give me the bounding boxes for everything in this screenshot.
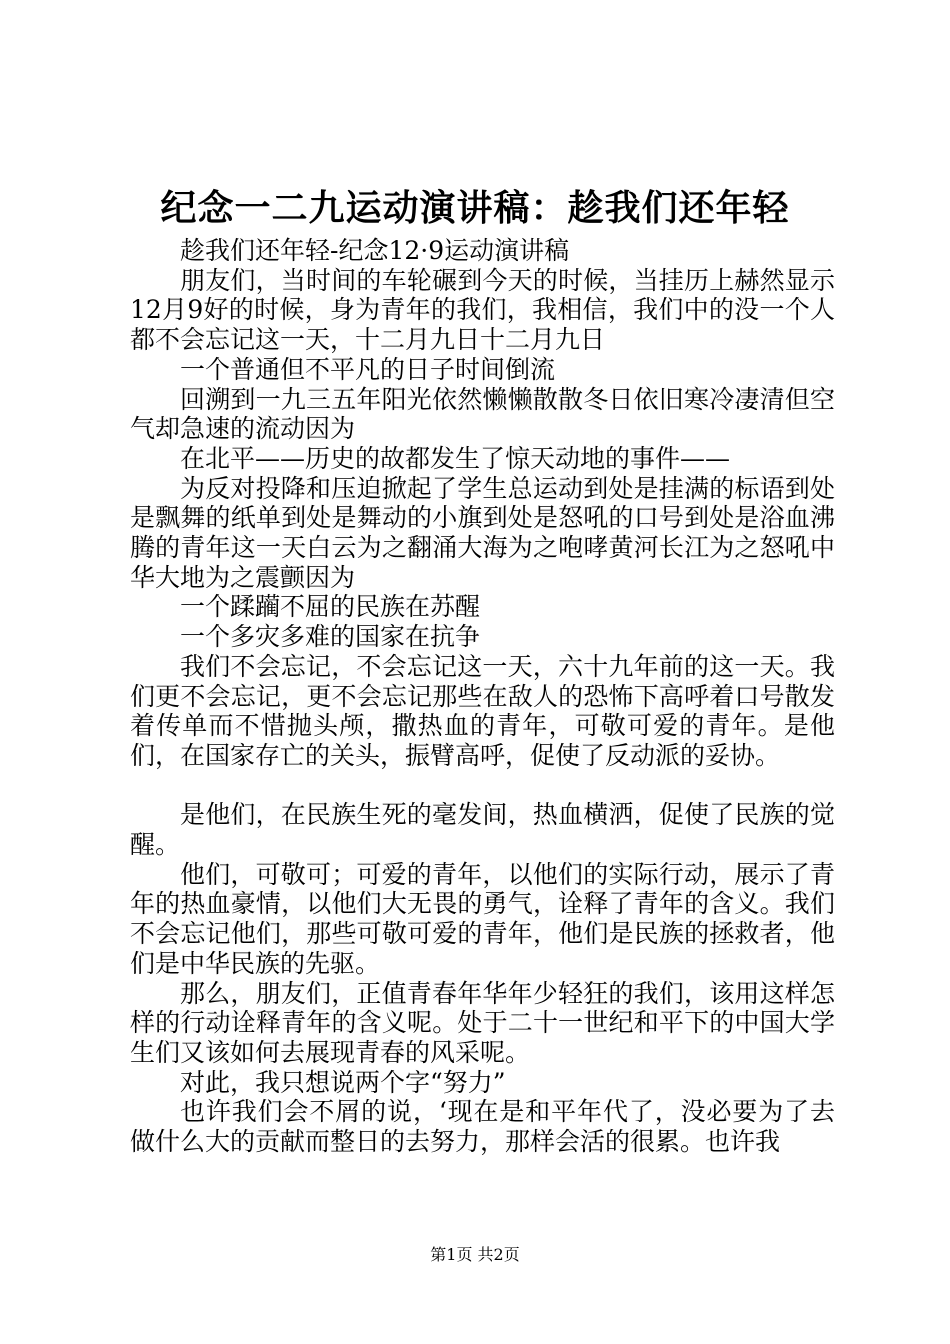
- paragraph: 那么，朋友们，正值青春年华年少轻狂的我们，该用这样怎样的行动诠释青年的含义呢。处于二十一世纪和平下的中国大学生们又该如何去展现青春的风采呢。: [130, 978, 835, 1067]
- blank-line: [130, 771, 835, 801]
- paragraph: 趁我们还年轻-纪念12·9运动演讲稿: [180, 236, 570, 265]
- paragraph: 是他们，在民族生死的毫发间，热血横洒，促使了民族的觉醒。: [130, 800, 835, 860]
- page-footer: 第1页 共2页: [430, 1245, 520, 1264]
- paragraph: 一个蹂躏不屈的民族在苏醒: [180, 592, 481, 622]
- paragraph: 一个多灾多难的国家在抗争: [180, 622, 481, 652]
- paragraph: 也许我们会不屑的说，‘现在是和平年代了，没必要为了去做什么大的贡献而整日的去努力，那样会活的很累。也许我: [130, 1097, 835, 1157]
- paragraph: 回溯到一九三五年阳光依然懒懒散散冬日依旧寒冷凄清但空气却急速的流动因为: [130, 384, 835, 444]
- paragraph: 在北平——历史的故都发生了惊天动地的事件——: [180, 443, 731, 473]
- paragraph: 他们，可敬可；可爱的青年，以他们的实际行动，展示了青年的热血豪情，以他们大无畏的勇气，诠释了青年的含义。我们不会忘记他们，那些可敬可爱的青年，他们是民族的拯救者，他们是中华民族的先驱。: [130, 859, 835, 978]
- paragraph: 我们不会忘记，不会忘记这一天，六十九年前的这一天。我们更不会忘记，更不会忘记那些在敌人的恐怖下高呼着口号散发着传单而不惜抛头颅，撒热血的青年，可敬可爱的青年。是他们，在国家存亡的关头，振臂高呼，促使了反动派的妥协。: [130, 651, 835, 770]
- paragraph: 一个普通但不平凡的日子时间倒流: [180, 354, 556, 384]
- paragraph: 朋友们，当时间的车轮碾到今天的时候，当挂历上赫然显示12月9好的时候，身为青年的我们，我相信，我们中的没一个人都不会忘记这一天，十二月九日十二月九日: [130, 265, 835, 355]
- document-body: [130, 236, 835, 1157]
- paragraph: 为反对投降和压迫掀起了学生总运动到处是挂满的标语到处是飘舞的纸单到处是舞动的小旗到处是怒吼的口号到处是浴血沸腾的青年这一天白云为之翻涌大海为之咆哮黄河长江为之怒吼中华大地为之震颤因为: [130, 473, 835, 592]
- document-title: 纪念一二九运动演讲稿：趁我们还年轻: [160, 187, 790, 229]
- paragraph: 对此，我只想说两个字“努力”: [180, 1067, 506, 1097]
